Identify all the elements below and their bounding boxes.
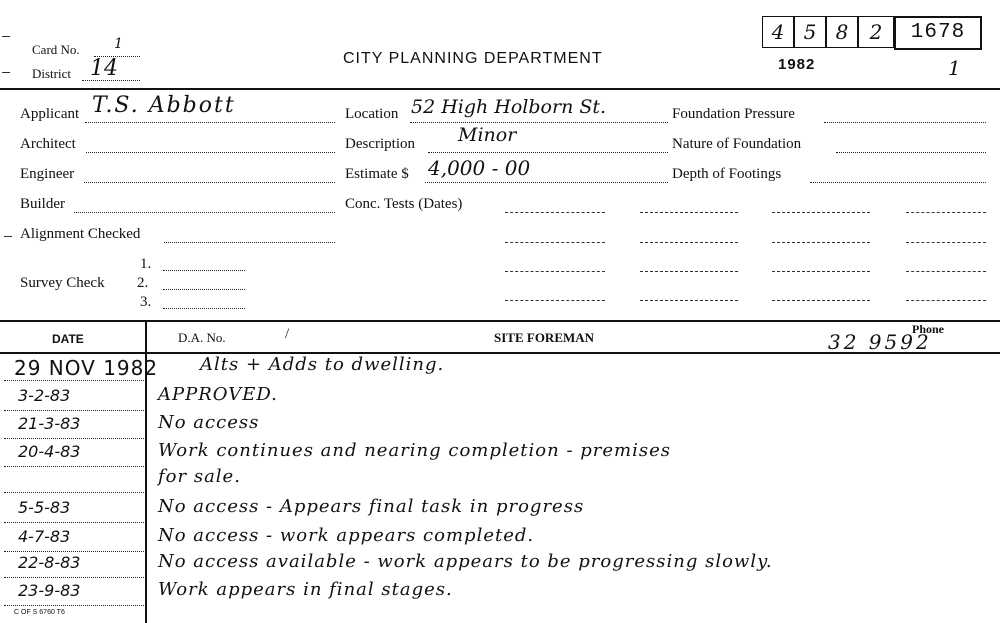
da-value: /	[285, 326, 290, 342]
site-foreman-header: SITE FOREMAN	[494, 330, 595, 345]
estimate-value: 4,000 - 00	[428, 156, 531, 180]
department-title: CITY PLANNING DEPARTMENT	[343, 50, 603, 67]
phone-header: Phone	[912, 322, 945, 336]
year: 1982	[778, 56, 816, 73]
log-date: 5-5-83	[18, 498, 71, 517]
date-header: DATE	[52, 332, 84, 346]
description-label: Description	[345, 136, 415, 152]
form-code: C OF S 6760 T6	[14, 609, 65, 616]
log-note: Work continues and nearing completion - premises	[158, 440, 671, 461]
log-date: 20-4-83	[18, 442, 81, 461]
ref-box-3: 8	[826, 16, 858, 48]
phone-value: 32 9592	[828, 330, 932, 354]
log-note: for sale.	[158, 466, 241, 487]
builder-label: Builder	[20, 196, 65, 212]
applicant-label: Applicant	[20, 106, 80, 122]
log-date: 23-9-83	[18, 581, 81, 600]
log-note: No access available - work appears to be progressing slowly.	[158, 551, 773, 572]
survey-item-1: 1.	[140, 256, 152, 272]
survey-item-2: 2.	[137, 275, 149, 291]
ref-box-2: 5	[794, 16, 826, 48]
log-date: 22-8-83	[18, 553, 81, 572]
ref-sub: 1	[948, 56, 961, 80]
card-no-label: Card No.	[32, 42, 80, 57]
survey-item-3: 3.	[140, 294, 152, 310]
location-label: Location	[345, 106, 399, 122]
description-value: Minor	[458, 124, 517, 146]
log-date: 3-2-83	[18, 386, 71, 405]
nature-foundation-label: Nature of Foundation	[672, 136, 802, 152]
ref-box-4: 2	[858, 16, 894, 48]
log-note: Work appears in final stages.	[158, 579, 453, 600]
alignment-label: Alignment Checked	[20, 226, 141, 242]
log-note: No access - Appears final task in progress	[158, 496, 585, 517]
log-date: 4-7-83	[18, 527, 71, 546]
conc-tests-label: Conc. Tests (Dates)	[345, 196, 463, 212]
log-date: 21-3-83	[18, 414, 81, 433]
log-note: APPROVED.	[158, 384, 278, 405]
ref-number-box	[894, 16, 982, 50]
applicant-value: T.S. Abbott	[92, 93, 236, 118]
survey-label: Survey Check	[20, 275, 105, 291]
foundation-pressure-label: Foundation Pressure	[672, 106, 795, 122]
district-value: 14	[90, 56, 118, 81]
log-note: Alts + Adds to dwelling.	[200, 354, 445, 375]
estimate-label: Estimate $	[345, 166, 409, 182]
engineer-label: Engineer	[20, 166, 75, 182]
ref-box-1: 4	[762, 16, 794, 48]
log-note: No access - work appears completed.	[158, 525, 535, 546]
district-label: District	[32, 66, 71, 81]
location-value: 52 High Holborn St.	[411, 96, 607, 118]
log-date: 29 NOV 1982	[14, 356, 159, 380]
log-note: No access	[158, 412, 260, 433]
card-no-value: 1	[114, 36, 123, 52]
da-header: D.A. No.	[178, 330, 226, 345]
depth-footings-label: Depth of Footings	[672, 166, 782, 182]
architect-label: Architect	[20, 136, 76, 152]
ref-number: 1678	[910, 21, 966, 44]
